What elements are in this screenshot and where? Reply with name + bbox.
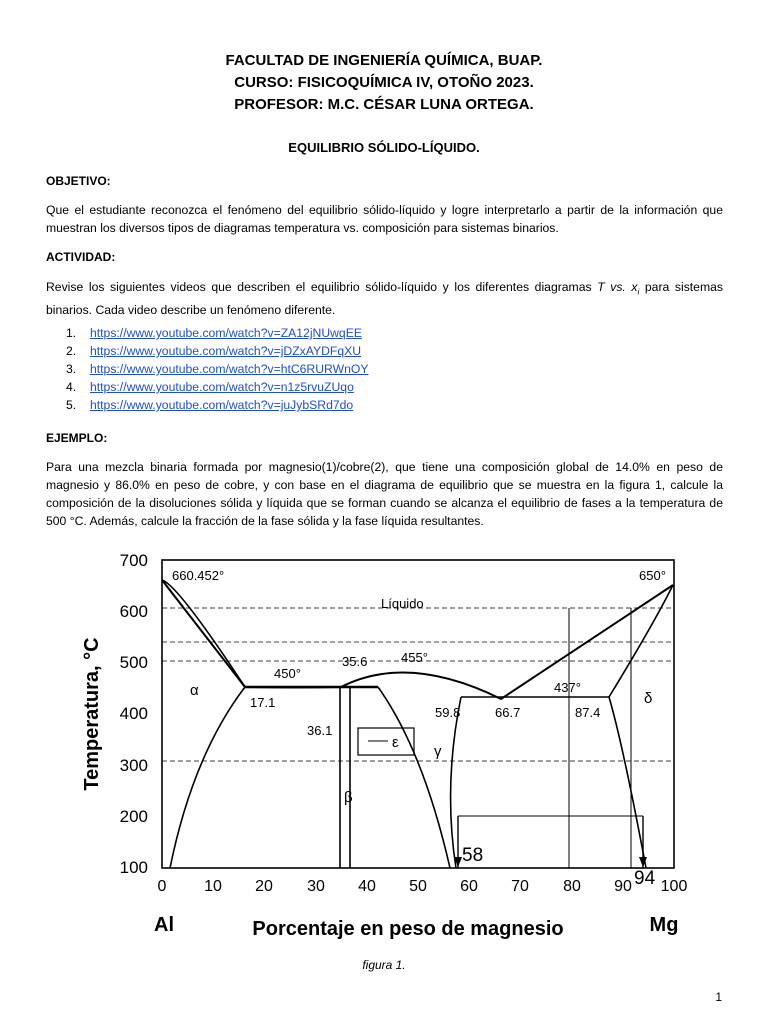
header-course: CURSO: FISICOQUÍMICA IV, OTOÑO 2023. — [234, 74, 534, 91]
y-tick-label: 600 — [119, 602, 148, 621]
eutectic-437-label: 437° — [554, 680, 581, 695]
list-item — [66, 396, 369, 414]
mg-melting-point-label: 650° — [639, 568, 666, 583]
x-tick-label: 40 — [358, 878, 376, 895]
x-tick-label: 30 — [307, 878, 325, 895]
phase-diagram — [78, 545, 698, 950]
actividad-text-subscript: i — [637, 287, 640, 297]
x-tick-label: 0 — [157, 878, 167, 895]
liquidus-left — [162, 580, 341, 688]
epsilon-phase-label: ε — [392, 734, 399, 751]
page-number: 1 — [715, 990, 722, 1004]
x-tick-label: 50 — [409, 878, 427, 895]
objetivo-heading: OBJETIVO: — [46, 174, 111, 188]
video-link-3[interactable]: https://www.youtube.com/watch?v=htC6RURWnOY — [90, 362, 369, 376]
video-link-2[interactable]: https://www.youtube.com/watch?v=jDZxAYDFqXU — [90, 344, 362, 358]
gamma-right — [451, 697, 461, 868]
composition-36-1-label: 36.1 — [307, 723, 333, 738]
actividad-text-italic: T vs. x — [597, 280, 638, 294]
actividad-heading: ACTIVIDAD: — [46, 250, 116, 264]
phase-diagram-figure — [78, 545, 698, 950]
list-item — [66, 378, 369, 396]
header-faculty: FACULTAD DE INGENIERÍA QUÍMICA, BUAP. — [225, 52, 543, 69]
actividad-text-end: para sistemas binarios. Cada video describe un fenómeno diferente. — [46, 280, 723, 318]
list-number: 3. — [66, 362, 77, 376]
x-tick-label: 90 — [614, 878, 632, 895]
objetivo-text: Que el estudiante reconozca el fenómeno del equilibrio sólido-líquido y logre interpretarlo a partir de la información que muestran los diversos tipos de diagramas temperatura vs. composición para sistemas binarios. — [46, 203, 723, 235]
y-axis-label: Temperatura, °C — [81, 637, 103, 791]
document-title: EQUILIBRIO SÓLIDO-LÍQUIDO. — [288, 140, 480, 155]
list-number: 2. — [66, 344, 77, 358]
ejemplo-text: Para una mezcla binaria formada por magnesio(1)/cobre(2), que tiene una composición global de 14.0% en peso de magnesio y 86.0% en peso de cobre, y con base en el diagrama de equilibrio que se muestra en la figura 1, calcule la composición de la disoluciones sólida y líquida que se forman cuando se alcanza el equilibrio de fases a la temperatura de 500 °C. Además, calcule la fracción de la fase sólida y la fase líquida resultantes. — [46, 460, 723, 528]
list-item — [66, 360, 369, 378]
header-professor: PROFESOR: M.C. CÉSAR LUNA ORTEGA. — [234, 96, 534, 113]
figure-caption: figura 1. — [362, 958, 406, 972]
alpha-phase-label: α — [190, 682, 199, 699]
x-tick-label: 80 — [563, 878, 581, 895]
y-tick-label: 400 — [119, 704, 148, 723]
delta-phase-label: δ — [644, 690, 653, 707]
x-tick-label: 60 — [460, 878, 478, 895]
guide-lines — [162, 608, 674, 761]
eutectic-450-label: 450° — [274, 666, 301, 681]
x-tick-label: 10 — [204, 878, 222, 895]
x-tick-label: 20 — [255, 878, 273, 895]
x-tick-label: 70 — [511, 878, 529, 895]
delta-solidus — [609, 585, 673, 697]
y-tick-label: 200 — [119, 807, 148, 826]
alpha-solidus — [162, 580, 245, 687]
y-tick-label: 300 — [119, 756, 148, 775]
beta-phase-label: β — [344, 789, 353, 806]
y-tick-label: 500 — [119, 653, 148, 672]
result-94-label: 94 — [634, 868, 656, 889]
gamma-phase-label: γ — [434, 743, 442, 760]
composition-59-8-label: 59.8 — [435, 705, 461, 720]
alpha-solvus — [170, 687, 245, 868]
al-melting-point-label: 660.452° — [172, 568, 225, 583]
eutectic-455-label: 455° — [401, 650, 428, 665]
video-link-4[interactable]: https://www.youtube.com/watch?v=n1z5rvuZUqo — [90, 380, 354, 394]
composition-66-7-label: 66.7 — [495, 705, 521, 720]
x-axis-right-element: Mg — [649, 914, 679, 936]
list-number: 4. — [66, 380, 77, 394]
composition-87-4-label: 87.4 — [575, 705, 601, 720]
result-58-label: 58 — [462, 845, 484, 866]
x-tick-label: 100 — [660, 878, 688, 895]
list-number: 5. — [66, 398, 77, 412]
list-item — [66, 324, 369, 342]
actividad-text — [46, 278, 723, 319]
video-link-5[interactable]: https://www.youtube.com/watch?v=juJybSRd7do — [90, 398, 354, 412]
video-link-1[interactable]: https://www.youtube.com/watch?v=ZA12jNUwqEE — [90, 326, 362, 340]
actividad-text-start: Revise los siguientes videos que describen el equilibrio sólido-líquido y los diferentes diagramas — [46, 280, 598, 294]
x-axis-left-element: Al — [154, 914, 174, 936]
list-item — [66, 342, 369, 360]
ejemplo-heading: EJEMPLO: — [46, 431, 108, 445]
y-tick-label: 100 — [119, 858, 148, 877]
delta-solvus — [609, 697, 646, 868]
liquid-region-label: Líquido — [381, 596, 424, 611]
list-number: 1. — [66, 326, 77, 340]
composition-35-6-label: 35.6 — [342, 654, 368, 669]
video-link-list — [66, 324, 369, 414]
x-axis-label: Porcentaje en peso de magnesio — [252, 918, 564, 940]
y-tick-label: 700 — [119, 551, 148, 570]
composition-17-1-label: 17.1 — [250, 695, 276, 710]
